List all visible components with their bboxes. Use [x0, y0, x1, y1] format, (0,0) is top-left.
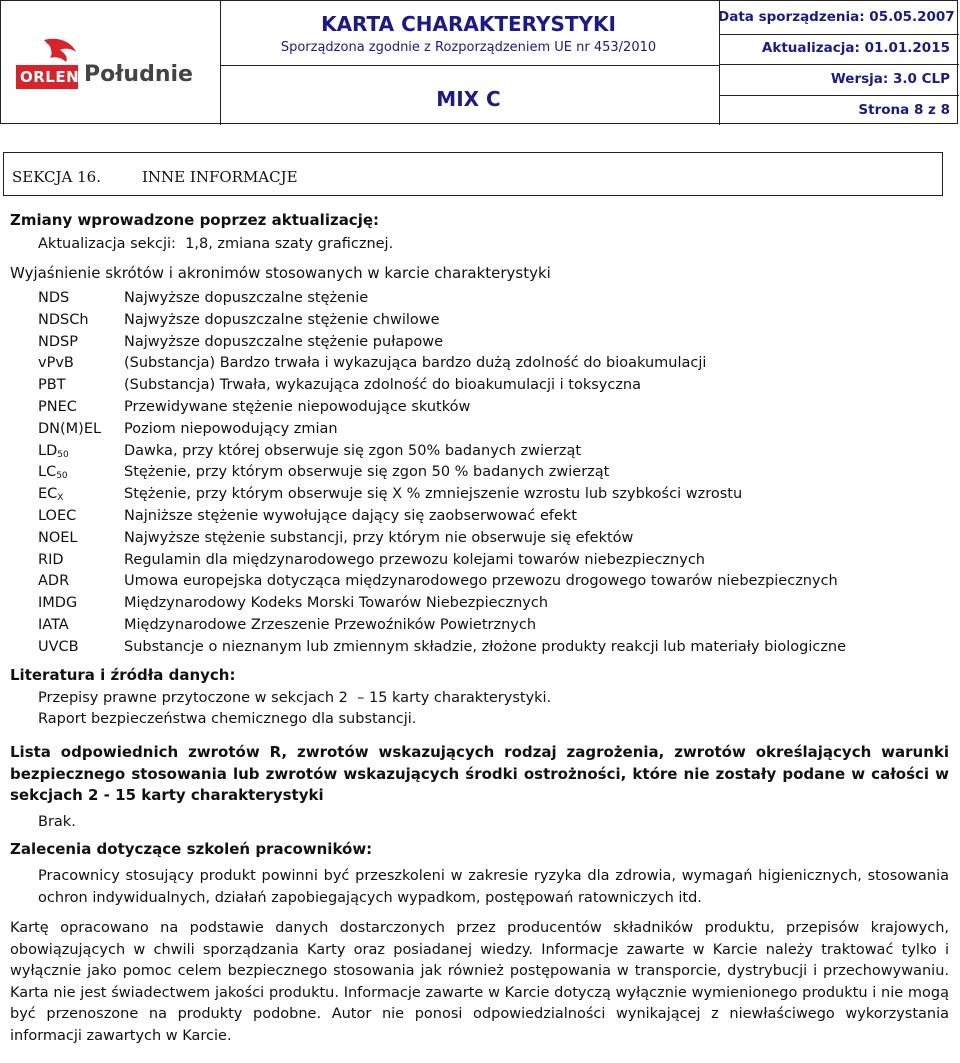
- update-date: Aktualizacja: 01.01.2015: [761, 40, 950, 56]
- changes-heading: Zmiany wprowadzone poprzez aktualizację:: [10, 211, 380, 229]
- version: Wersja: 3.0 CLP: [830, 71, 950, 87]
- abbreviation-term-text: RID: [38, 551, 64, 568]
- abbreviation-term-text: LOEC: [38, 508, 77, 524]
- abbreviation-term-text: NDS: [38, 290, 70, 306]
- abbreviation-term: [38, 334, 78, 350]
- literature-line-2: Raport bezpieczeństwa chemicznego dla substancji.: [38, 711, 417, 727]
- abbreviation-term-text: DN(M)EL: [38, 420, 102, 437]
- training-text: Pracownicy stosujący produkt powinni być przeszkoleni w zakresie ryzyka dla zdrowia, wymagań higienicznych, stosowania ochron indywidualnych, działań zapobiegających wypadkom, postępowań ratowniczych itd.: [38, 868, 949, 906]
- abbreviation-term-text: LC: [38, 464, 57, 481]
- abbreviation-term-text: IMDG: [38, 595, 78, 612]
- abbreviation-subscript: 50: [56, 471, 68, 482]
- abbreviation-term: [38, 573, 69, 589]
- abbreviation-term: [38, 421, 101, 437]
- header-divider: [719, 34, 959, 35]
- abbreviation-definition: Najwyższe stężenie substancji, przy którym nie obserwuje się efektów: [124, 529, 634, 546]
- logo-text-poludnie: Południe: [84, 62, 193, 87]
- changes-text: Aktualizacja sekcji: 1,8, zmiana szaty graficznej.: [38, 236, 394, 252]
- abbreviation-term: [38, 552, 64, 568]
- creation-date: Data sporządzenia: 05.05.2007: [718, 9, 955, 25]
- abbreviation-term: [38, 377, 66, 393]
- abbreviation-term: [38, 595, 77, 611]
- abbreviation-term-text: IATA: [38, 617, 69, 633]
- abbreviation-term: [38, 443, 69, 460]
- abbreviation-term-text: ADR: [38, 573, 70, 590]
- orlen-logo-box: [16, 65, 78, 89]
- logo-text-orlen: ORLEN: [20, 68, 80, 86]
- phrases-value: Brak.: [38, 814, 76, 830]
- abbreviation-term: [38, 530, 78, 546]
- abbreviation-term: [38, 486, 63, 503]
- literature-line-1: Przepisy prawne przytoczone w sekcjach 2 – 15 karty charakterystyki.: [38, 690, 552, 706]
- abbreviation-term: [38, 508, 76, 524]
- abbreviation-term-text: NDSP: [38, 333, 78, 350]
- abbreviation-definition: (Substancja) Trwała, wykazująca zdolność do bioakumulacji i toksyczna: [124, 377, 642, 394]
- abbreviation-definition: Regulamin dla międzynarodowego przewozu kolejami towarów niebezpiecznych: [124, 551, 705, 568]
- abbreviation-term-text: EC: [38, 486, 58, 503]
- abbreviation-definition: Przewidywane stężenie niepowodujące skutków: [124, 399, 471, 415]
- abbreviation-definition: Międzynarodowy Kodeks Morski Towarów Niebezpiecznych: [124, 595, 549, 612]
- product-name: MIX C: [436, 87, 501, 111]
- abbreviation-term-text: NOEL: [38, 529, 78, 546]
- abbreviation-term-text: vPvB: [38, 355, 74, 372]
- abbreviation-term-text: LD: [38, 442, 58, 459]
- abbreviation-definition: Najniższe stężenie wywołujące dający się zaobserwować efekt: [124, 508, 577, 524]
- abbreviation-term: [38, 617, 69, 633]
- abbreviation-definition: Najwyższe dopuszczalne stężenie chwilowe: [124, 311, 440, 328]
- abbreviation-term-text: UVCB: [38, 638, 79, 655]
- literature-heading: Literatura i źródła danych:: [10, 666, 236, 684]
- disclaimer-text: Kartę opracowano na podstawie danych dostarczonych przez producentów składników produktu, przepisów krajowych, obowiązujących w chwili sporządzania Karty oraz posiadanej wiedzy. Informacje zawarte w Karcie należy traktować tylko i wyłącznie jako pomoc celem bezpiecznego stosowania jak również postępowania w transporcie, dystrybucji i przechowywaniu. Karta nie jest świadectwem jakości produktu. Informacje zawarte w Karcie dotyczą wyłącznie wymienionego produktu i nie mogą być przenoszone na produkty podobne. Autor nie ponosi odpowiedzialności wynikającej z niewłaściwego wykorzystania informacji zawartych w Karcie.: [10, 920, 949, 1044]
- abbreviation-term: [38, 355, 74, 371]
- abbreviation-term: [38, 639, 79, 655]
- abbreviation-term: [38, 290, 69, 306]
- abbreviation-definition: Poziom niepowodujący zmian: [124, 420, 338, 437]
- abbreviation-term-text: NDSCh: [38, 311, 89, 328]
- header-divider: [719, 64, 959, 65]
- abbreviation-term-text: PBT: [38, 377, 66, 394]
- abbreviation-definition: Najwyższe dopuszczalne stężenie pułapowe: [124, 333, 444, 350]
- phrases-heading: Lista odpowiednich zwrotów R, zwrotów wskazujących rodzaj zagrożenia, zwrotów określających warunki bezpiecznego stosowania lub zwrotów wskazujących środki ostrożności, które nie zostały podane w całości w sekcjach 2 - 15 karty charakterystyki: [10, 743, 949, 804]
- header-divider: [220, 65, 719, 66]
- abbreviation-definition: Umowa europejska dotycząca międzynarodowego przewozu drogowego towarów niebezpiecznych: [124, 573, 838, 590]
- abbreviations-heading: Wyjaśnienie skrótów i akronimów stosowanych w karcie charakterystyki: [10, 264, 551, 282]
- abbreviation-definition: Dawka, przy której obserwuje się zgon 50% badanych zwierząt: [124, 442, 582, 459]
- abbreviation-definition: Międzynarodowe Zrzeszenie Przewoźników Powietrznych: [124, 617, 537, 633]
- document-subtitle: Sporządzona zgodnie z Rozporządzeniem UE nr 453/2010: [280, 40, 657, 55]
- page-number: Strona 8 z 8: [858, 102, 950, 118]
- abbreviation-definition: Stężenie, przy którym obserwuje się zgon 50 % badanych zwierząt: [124, 464, 610, 481]
- company-logo: [14, 36, 210, 96]
- training-heading: Zalecenia dotyczące szkoleń pracowników:: [10, 840, 373, 858]
- abbreviation-subscript: 50: [57, 449, 69, 460]
- header-divider: [719, 95, 959, 96]
- section-title: INNE INFORMACJE: [142, 168, 298, 186]
- section-number: SEKCJA 16.: [12, 168, 101, 186]
- abbreviation-definition: Substancje o nieznanym lub zmiennym składzie, złożone produkty reakcji lub materiały biologiczne: [124, 638, 847, 655]
- abbreviation-term: [38, 399, 77, 415]
- document-title: KARTA CHARAKTERYSTYKI: [321, 12, 616, 36]
- abbreviation-definition: Stężenie, przy którym obserwuje się X % zmniejszenie wzrostu lub szybkości wzrostu: [124, 486, 743, 503]
- abbreviation-definition: Najwyższe dopuszczalne stężenie: [124, 290, 369, 306]
- abbreviation-subscript: X: [57, 493, 64, 504]
- abbreviation-term-text: PNEC: [38, 399, 77, 415]
- abbreviation-term: [38, 464, 68, 481]
- abbreviation-definition: (Substancja) Bardzo trwała i wykazująca bardzo dużą zdolność do bioakumulacji: [124, 355, 707, 372]
- abbreviation-term: [38, 312, 89, 328]
